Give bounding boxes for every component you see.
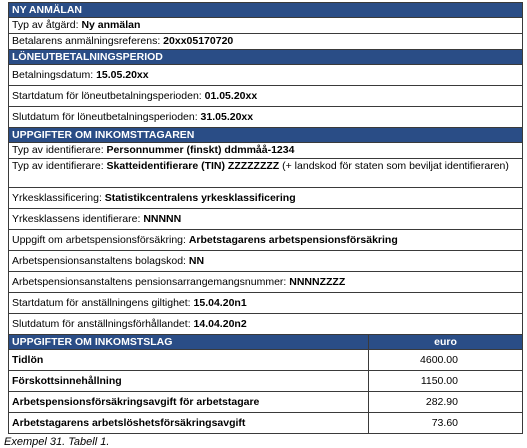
field-label: Yrkesklassificering:: [12, 192, 105, 204]
income-row: [9, 350, 523, 371]
section-header: [9, 3, 523, 18]
table-row: [9, 251, 523, 272]
table-row: [9, 34, 523, 50]
table-row: [9, 143, 523, 159]
field-label: Slutdatum för löneutbetalningsperioden:: [12, 111, 201, 123]
document: [4, 2, 522, 448]
field-note: (+ landskod för staten som beviljat identifieraren): [279, 160, 509, 172]
field-label: Arbetspensionsanstaltens pensionsarrangemangsnummer:: [12, 276, 290, 288]
table-row: [9, 272, 523, 293]
income-value: 73.60: [369, 413, 523, 434]
field-label: Startdatum för anställningens giltighet:: [12, 297, 194, 309]
section-period: LÖNEUTBETALNINGSPERIOD: [9, 50, 523, 65]
table-row: [9, 230, 523, 251]
section-inkomstslag: UPPGIFTER OM INKOMSTSLAG: [9, 335, 369, 350]
income-label: Förskottsinnehållning: [9, 371, 369, 392]
field-value: 20xx05170720: [163, 35, 234, 47]
field-value: Ny anmälan: [81, 19, 141, 31]
field-value: Personnummer (finskt) ddmmåå-1234: [106, 144, 295, 156]
section-inkomsttagaren: UPPGIFTER OM INKOMSTTAGAREN: [9, 128, 523, 143]
income-row: [9, 392, 523, 413]
table-row: [9, 159, 523, 188]
income-value: 4600.00: [369, 350, 523, 371]
income-label: Tidlön: [9, 350, 369, 371]
table-row: [9, 314, 523, 335]
table-row: [9, 293, 523, 314]
field-value: 15.04.20n1: [193, 297, 247, 309]
field-label: Yrkesklassens identifierare:: [12, 213, 144, 225]
currency-header: euro: [369, 335, 523, 350]
income-row: [9, 371, 523, 392]
table-row: [9, 86, 523, 107]
field-value: 01.05.20xx: [204, 90, 258, 102]
field-value: 15.05.20xx: [96, 69, 149, 81]
table-row: [9, 107, 523, 128]
section-header: [9, 50, 523, 65]
table-row: [9, 188, 523, 209]
income-value: 282.90: [369, 392, 523, 413]
field-value: 31.05.20xx: [200, 111, 254, 123]
table-row: [9, 65, 523, 86]
income-label: Arbetspensionsförsäkringsavgift för arbetstagare: [9, 392, 369, 413]
field-value: Arbetstagarens arbetspensionsförsäkring: [188, 234, 398, 246]
table-row: [9, 18, 523, 34]
field-value: Skatteidentifierare (TIN) ZZZZZZZZ: [106, 160, 280, 172]
field-value: NNNNN: [143, 213, 182, 225]
field-label: Typ av identifierare:: [12, 144, 107, 156]
report-table: [8, 2, 523, 434]
section-ny-anmalan: NY ANMÄLAN: [9, 3, 523, 18]
table-caption: Exempel 31. Tabell 1.: [4, 436, 110, 448]
income-value: 1150.00: [369, 371, 523, 392]
field-label: Betalarens anmälningsreferens:: [12, 35, 164, 47]
section-header: [9, 128, 523, 143]
field-label: Slutdatum för anställningsförhållandet:: [12, 318, 194, 330]
field-value: NN: [188, 255, 205, 267]
field-value: Statistikcentralens yrkesklassificering: [104, 192, 296, 204]
field-label: Arbetspensionsanstaltens bolagskod:: [12, 255, 189, 267]
field-label: Typ av åtgärd:: [12, 19, 82, 31]
table-row: [9, 209, 523, 230]
field-label: Betalningsdatum:: [12, 69, 97, 81]
field-label: Uppgift om arbetspensionsförsäkring:: [12, 234, 189, 246]
field-label: Typ av identifierare:: [12, 160, 107, 172]
field-value: 14.04.20n2: [193, 318, 247, 330]
section-header: [9, 335, 523, 350]
field-value: NNNNZZZZ: [289, 276, 346, 288]
income-label: Arbetstagarens arbetslöshetsförsäkringsavgift: [9, 413, 369, 434]
field-label: Startdatum för löneutbetalningsperioden:: [12, 90, 205, 102]
